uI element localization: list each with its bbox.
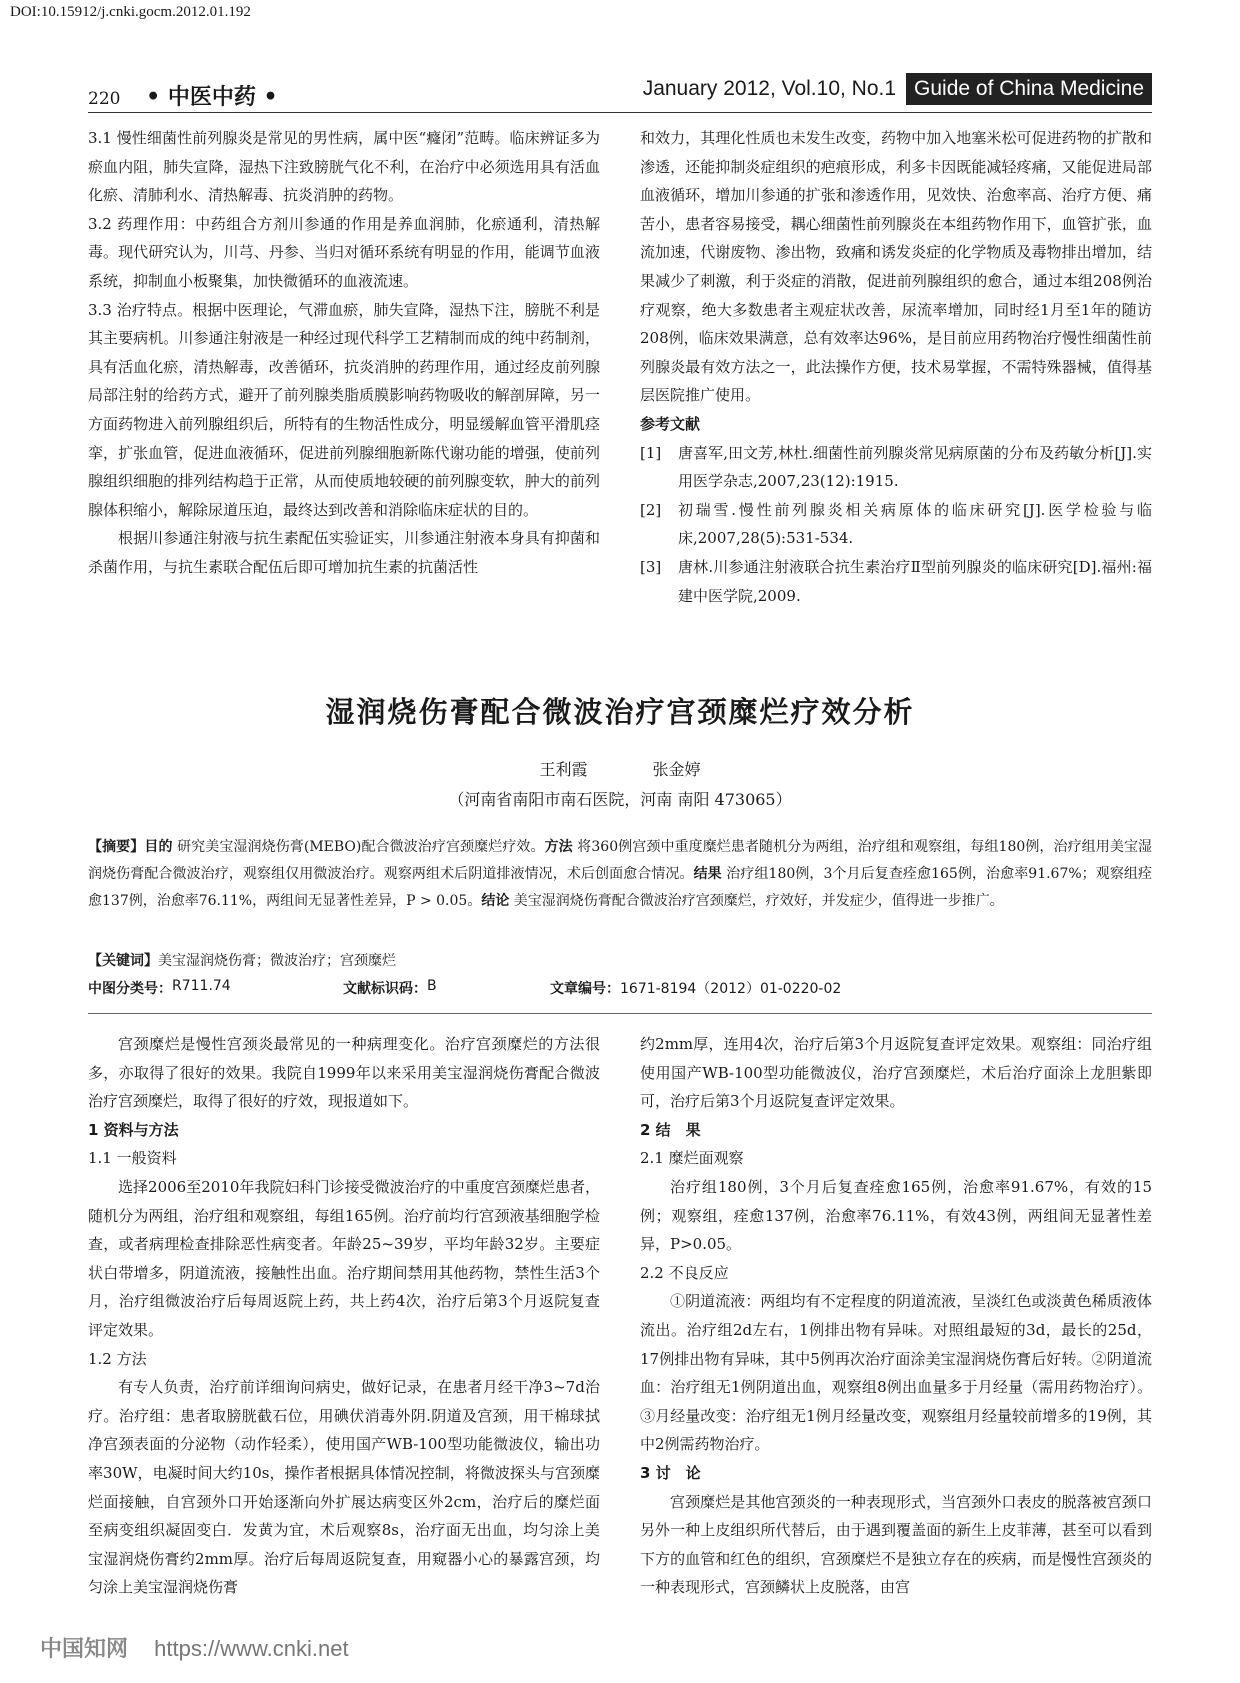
header-rule: [88, 112, 1152, 113]
page-number: 220: [88, 89, 121, 109]
reference-text: 唐林.川参通注射液联合抗生素治疗Ⅱ型前列腺炎的临床研究[D].福州:福建中医学院,2009.: [678, 557, 1152, 605]
abstract-text: 美宝湿润烧伤膏配合微波治疗宫颈糜烂，疗效好，并发症少，值得进一步推广。: [509, 893, 1004, 909]
paragraph: 3.2 药理作用：中药组合方剂川参通的作用是养血润肺，化瘀通利，清热解毒。现代研究认为，川芎、丹参、当归对循环系统有明显的作用，能调节血液系统，抑制血小板聚集，加快微循环的血液流速。: [88, 214, 600, 290]
paragraph: 有专人负责，治疗前详细询问病史，做好记录，在患者月经干净3~7d治疗。治疗组：患者取膀胱截石位，用碘伏消毒外阴.阴道及宫颈，用干棉球拭净宫颈表面的分泌物（动作轻柔），使用国产WB-100型功能微波仪，输出功率30W，电凝时间大约10s，操作者根据具体情况控制，将微波探头与宫颈糜烂面接触，自宫颈外口开始逐渐向外扩展达病变区外2cm，治疗后的糜烂面至病变组织凝固变白．发黄为宜，术后观察8s，治疗面无出血，均匀涂上美宝湿润烧伤膏约2mm厚。治疗后每周返院复查，用窥器小心的暴露宫颈，均匀涂上美宝湿润烧伤膏: [88, 1378, 600, 1597]
author: 张金婷: [652, 760, 701, 779]
keywords-text: 美宝湿润烧伤膏；微波治疗；宫颈糜烂: [158, 953, 396, 969]
subsection-heading: 2.1 糜烂面观察: [640, 1149, 744, 1168]
subsection-heading: 1.2 方法: [88, 1349, 147, 1368]
cnki-brand: 中国知网: [40, 1636, 129, 1661]
author-list: [0, 757, 1240, 780]
paragraph: 宫颈糜烂是其他宫颈炎的一种表现形式，当宫颈外口表皮的脱落被宫颈口另外一种上皮组织所代替后，由于遇到覆盖面的新生上皮菲薄，甚至可以看到下方的血管和红色的组织，宫颈糜烂不是独立存在的疾病，而是慢性宫颈炎的一种表现形式，宫颈鳞状上皮脱落，由宫: [640, 1492, 1152, 1597]
doc-code-field: [343, 978, 437, 998]
paragraph: 约2mm厚，连用4次，治疗后第3个月返院复查评定效果。观察组：同治疗组使用国产WB-100型功能微波仪，治疗宫颈糜烂，术后治疗面涂上龙胆紫即可，治疗后第3个月返院复查评定效果。: [640, 1035, 1152, 1111]
paragraph: 和效力，其理化性质也未发生改变，药物中加入地塞米松可促进药物的扩散和渗透，还能抑制炎症组织的疤痕形成，利多卡因既能减轻疼痛，又能促进局部血液循环，增加川参通的扩张和渗透作用，见效快、治愈率高、治疗方便、痛苦小，患者容易接受，耦心细菌性前列腺炎在本组药物作用下，血管扩张，血流加速，代谢废物、渗出物，致痛和诱发炎症的化学物质及毒物排出增加，结果减少了刺激，利于炎症的消散，促进前列腺组织的愈合，通过本组208例治疗观察，绝大多数患者主观症状改善，尿流率增加，同时经1月至1年的随访208例，临床效果满意，总有效率达96%，是目前应用药物治疗慢性细菌性前列腺炎最有效方法之一，此法操作方便，技术易掌握，不需特殊器械，值得基层医院推广使用。: [640, 129, 1152, 405]
abstract-section-label: 方法: [544, 839, 573, 855]
article-number-value: 1671-8194（2012）01-0220-02: [620, 981, 842, 997]
prev-article-left-column: [88, 124, 600, 582]
article-number-label: 文章编号：: [550, 981, 620, 997]
doc-code-label: 文献标识码：: [343, 981, 427, 997]
section-rule: [88, 1013, 1152, 1014]
paragraph: ①阴道流液：两组均有不定程度的阴道流液，呈淡红色或淡黄色稀质液体流出。治疗组2d左右，1例排出物有异味。对照组最短的3d，最长的25d，17例排出物有异味，其中5例再次治疗面涂美宝湿润烧伤膏后好转。②阴道流血：治疗组无1例阴道出血，观察组8例出血量多于月经量（需用药物治疗）。③月经量改变：治疗组无1例月经量改变，观察组月经量较前增多的19例，其中2例需药物治疗。: [640, 1292, 1152, 1454]
paragraph: 治疗组180例，3个月后复查痊愈165例，治愈率91.67%，有效的15例；观察组，痊愈137例，治愈率76.11%，有效43例，两组间无显著性差异，P>0.05。: [640, 1177, 1152, 1254]
cnki-url[interactable]: https://www.cnki.net: [154, 1636, 349, 1661]
reference-item: [640, 439, 1152, 496]
references-heading: 参考文献: [640, 414, 701, 433]
affiliation: （河南省南阳市南石医院，河南 南阳 473065）: [448, 790, 792, 809]
section-heading: 2 结 果: [640, 1120, 701, 1139]
watermark-footer: [40, 1632, 349, 1663]
reference-text: 唐喜军,田文芳,林杜.细菌性前列腺炎常见病原菌的分布及药敏分析[J].实用医学杂志,2007,23(12):1915.: [678, 443, 1152, 491]
subsection-heading: 2.2 不良反应: [640, 1263, 729, 1282]
paragraph: 宫颈糜烂是慢性宫颈炎最常见的一种病理变化。治疗宫颈糜烂的方法很多，亦取得了很好的效果。我院自1999年以来采用美宝湿润烧伤膏配合微波治疗宫颈糜烂，取得了很好的疗效，现报道如下。: [88, 1035, 600, 1111]
abstract-text: 治疗组180例，3个月后复查痊愈165例，治愈率91.67%；观察组痊愈137例，治愈率76.11%，两组间无显著性差异，P > 0.05。: [88, 866, 1153, 909]
issue-info: January 2012, Vol.10, No.1: [642, 77, 897, 100]
running-header-left: [88, 80, 278, 111]
article-title: 湿润烧伤膏配合微波治疗宫颈糜烂疗效分析: [325, 695, 915, 729]
reference-item: [640, 553, 1152, 610]
section-name: • 中医中药 •: [146, 84, 278, 110]
abstract-section-label: 结论: [481, 893, 510, 909]
keywords-label: 【关键词】: [88, 953, 158, 969]
article-right-column: [640, 1030, 1152, 1602]
section-heading: 1 资料与方法: [88, 1120, 179, 1139]
abstract-text: 将360例宫颈中重度糜烂患者随机分为两组，治疗组和观察组，每组180例，治疗组用美宝湿润烧伤膏配合微波治疗，观察组仅用微波治疗。观察两组术后阴道排液情况，术后创面愈合情况。: [88, 839, 1153, 882]
author: 王利霞: [539, 760, 588, 779]
clc-value: R711.74: [172, 978, 231, 994]
subsection-heading: 1.1 一般资料: [88, 1149, 177, 1168]
running-header-right: [643, 74, 1152, 104]
doc-code-value: B: [427, 978, 437, 994]
abstract: [88, 834, 1152, 915]
abstract-label: 【摘要】: [88, 839, 145, 855]
reference-number: [1]: [640, 443, 662, 462]
keywords: [88, 950, 396, 970]
abstract-section-label: 结果: [693, 866, 722, 882]
reference-text: 初瑞雪.慢性前列腺炎相关病原体的临床研究[J].医学检验与临床,2007,28(5):531-534.: [678, 500, 1152, 548]
abstract-text: 研究美宝湿润烧伤膏(MEBO)配合微波治疗宫颈糜烂疗效。: [172, 839, 545, 855]
article-left-column: [88, 1030, 600, 1602]
paragraph: 3.3 治疗特点。根据中医理论，气滞血瘀，肺失宣降，湿热下注，膀胱不利是其主要病机。川参通注射液是一种经过现代科学工艺精制而成的纯中药制剂，具有活血化瘀，清热解毒，改善循环，抗炎消肿的药理作用，通过经皮前列腺局部注射的给药方式，避开了前列腺类脂质膜影响药物吸收的解剖屏障，另一方面药物进入前列腺组织后，所特有的生物活性成分，明显缓解血管平滑肌痉挛，扩张血管，促进血液循环，促进前列腺细胞新陈代谢功能的增强，使前列腺组织细胞的排列结构趋于正常，从而使质地较硬的前列腺变软，肿大的前列腺体积缩小，解除尿道压迫，最终达到改善和消除临床症状的目的。: [88, 300, 600, 519]
paragraph: 根据川参通注射液与抗生素配伍实验证实，川参通注射液本身具有抑菌和杀菌作用，与抗生素联合配伍后即可增加抗生素的抗菌活性: [88, 529, 600, 576]
section-heading: 3 讨 论: [640, 1463, 701, 1482]
clc-label: 中图分类号：: [88, 981, 172, 997]
reference-number: [3]: [640, 557, 662, 576]
paragraph: 3.1 慢性细菌性前列腺炎是常见的男性病，属中医“癃闭”范畴。临床辨证多为瘀血内阻，肺失宣降，湿热下注致膀胱气化不利，在治疗中必须选用具有活血化瘀、清肺利水、清热解毒、抗炎消肿的药物。: [88, 129, 600, 205]
prev-article-right-column: [640, 124, 1152, 610]
article-number-field: [550, 978, 842, 998]
reference-number: [2]: [640, 500, 662, 519]
clc-field: [88, 978, 231, 998]
journal-name: Guide of China Medicine: [906, 73, 1152, 105]
doi: DOI:10.15912/j.cnki.gocm.2012.01.192: [10, 4, 251, 20]
abstract-section-label: 目的: [144, 839, 173, 855]
reference-item: [640, 496, 1152, 553]
paragraph: 选择2006至2010年我院妇科门诊接受微波治疗的中重度宫颈糜烂患者，随机分为两组，治疗组和观察组，每组165例。治疗前均行宫颈液基细胞学检查，或者病理检查排除恶性病变者。年龄25~39岁，平均年龄32岁。主要症状白带增多，阴道流液，接触性出血。治疗期间禁用其他药物，禁性生活3个月，治疗组微波治疗后每周返院上药，共上药4次，治疗后第3个月返院复查评定效果。: [88, 1177, 600, 1339]
